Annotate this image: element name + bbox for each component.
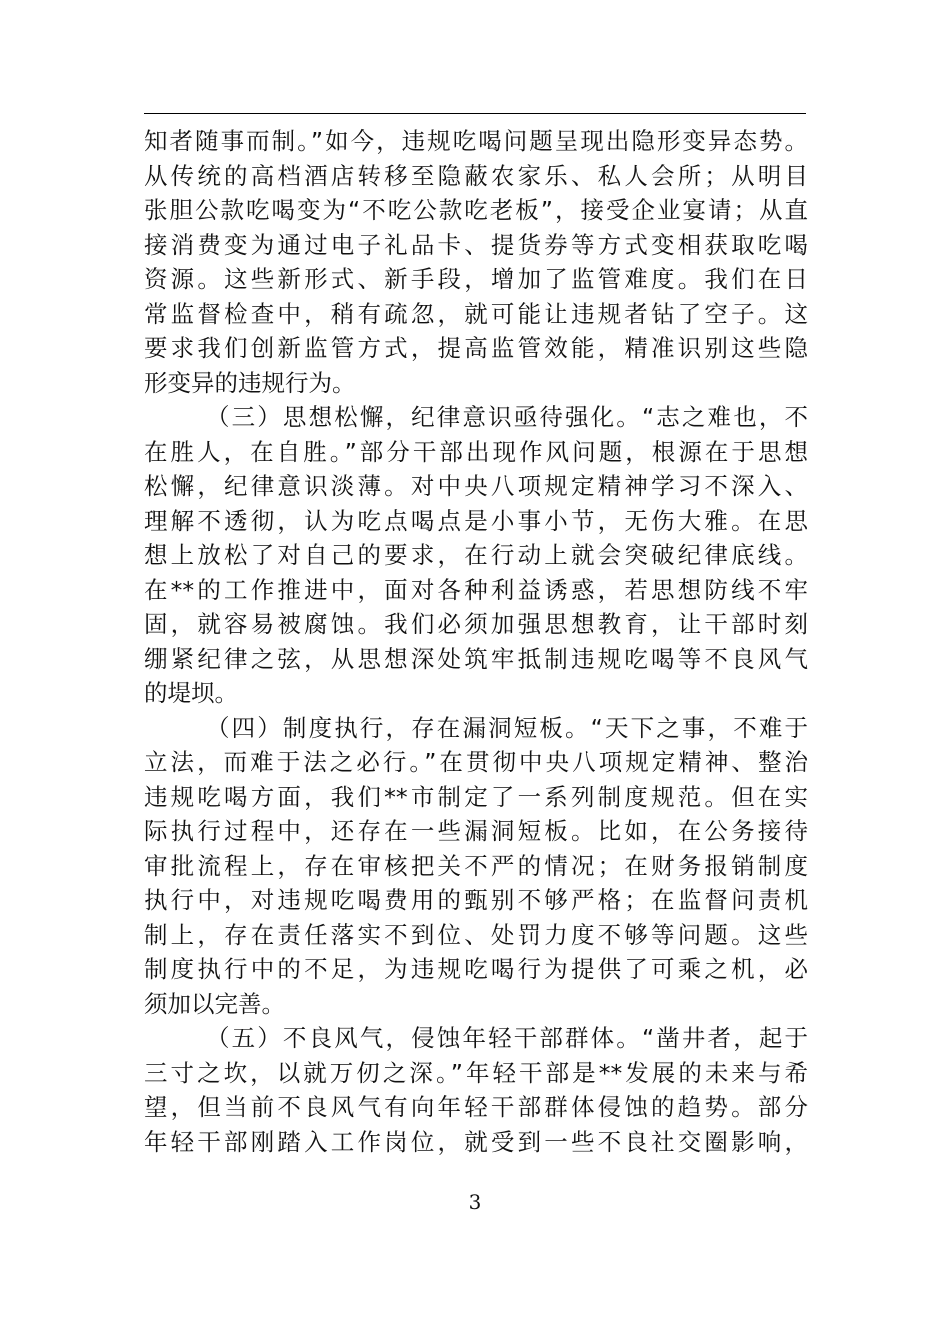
text-line: 在胜人，在自胜。”部分干部出现作风问题，根源在于思想 [144,437,808,466]
text-line: 立法，而难于法之必行。”在贯彻中央八项规定精神、整治 [144,748,808,776]
text-line: 资源。这些新形式、新手段，增加了监管难度。我们在日 [144,265,808,293]
text-line: 要求我们创新监管方式，提高监管效能，精准识别这些隐 [144,334,808,362]
text-line: 的堤坝。 [144,679,238,707]
text-line: 形变异的违规行为。 [144,368,356,397]
section-heading-line: （四）制度执行，存在漏洞短板。“天下之事，不难于 [206,713,808,742]
text-line: 须加以完善。 [144,989,285,1018]
header-rule [144,113,806,114]
text-line: 常监督检查中，稍有疏忽，就可能让违规者钻了空子。这 [144,299,808,328]
text-line: 三寸之坎，以就万仞之深。”年轻干部是**发展的未来与希 [144,1058,808,1087]
text-line: 知者随事而制。”如今，违规吃喝问题呈现出隐形变异态势。 [144,127,808,155]
text-line: 固，就容易被腐蚀。我们必须加强思想教育，让干部时刻 [144,610,808,638]
section-heading-line: （五）不良风气，侵蚀年轻干部群体。“凿井者，起于 [206,1024,808,1052]
text-line: 望，但当前不良风气有向年轻干部群体侵蚀的趋势。部分 [144,1093,808,1121]
text-line: 松懈，纪律意识淡薄。对中央八项规定精神学习不深入、 [144,472,808,500]
body-text [144,124,808,1159]
text-line: 际执行过程中，还存在一些漏洞短板。比如，在公务接待 [144,817,808,845]
text-line: 在**的工作推进中，面对各种利益诱惑，若思想防线不牢 [144,575,808,604]
section-heading-line: （三）思想松懈，纪律意识亟待强化。“志之难也，不 [206,403,808,431]
text-line: 想上放松了对自己的要求，在行动上就会突破纪律底线。 [144,541,808,569]
text-line: 张胆公款吃喝变为“不吃公款吃老板”，接受企业宴请；从直 [144,196,808,224]
text-line: 理解不透彻，认为吃点喝点是小事小节，无伤大雅。在思 [144,506,808,535]
text-line: 从传统的高档酒店转移至隐蔽农家乐、私人会所；从明目 [144,161,808,190]
text-line: 接消费变为通过电子礼品卡、提货券等方式变相获取吃喝 [144,230,808,259]
text-line: 制度执行中的不足，为违规吃喝行为提供了可乘之机，必 [144,955,808,983]
text-line: 绷紧纪律之弦，从思想深处筑牢抵制违规吃喝等不良风气 [144,644,808,673]
page-number: 3 [468,1190,482,1214]
text-line: 执行中，对违规吃喝费用的甄别不够严格；在监督问责机 [144,886,808,914]
text-line: 制上，存在责任落实不到位、处罚力度不够等问题。这些 [144,920,808,949]
text-line: 年轻干部刚踏入工作岗位，就受到一些不良社交圈影响， [144,1127,808,1156]
text-line: 违规吃喝方面，我们**市制定了一系列制度规范。但在实 [144,782,808,811]
text-line: 审批流程上，存在审核把关不严的情况；在财务报销制度 [144,851,808,880]
